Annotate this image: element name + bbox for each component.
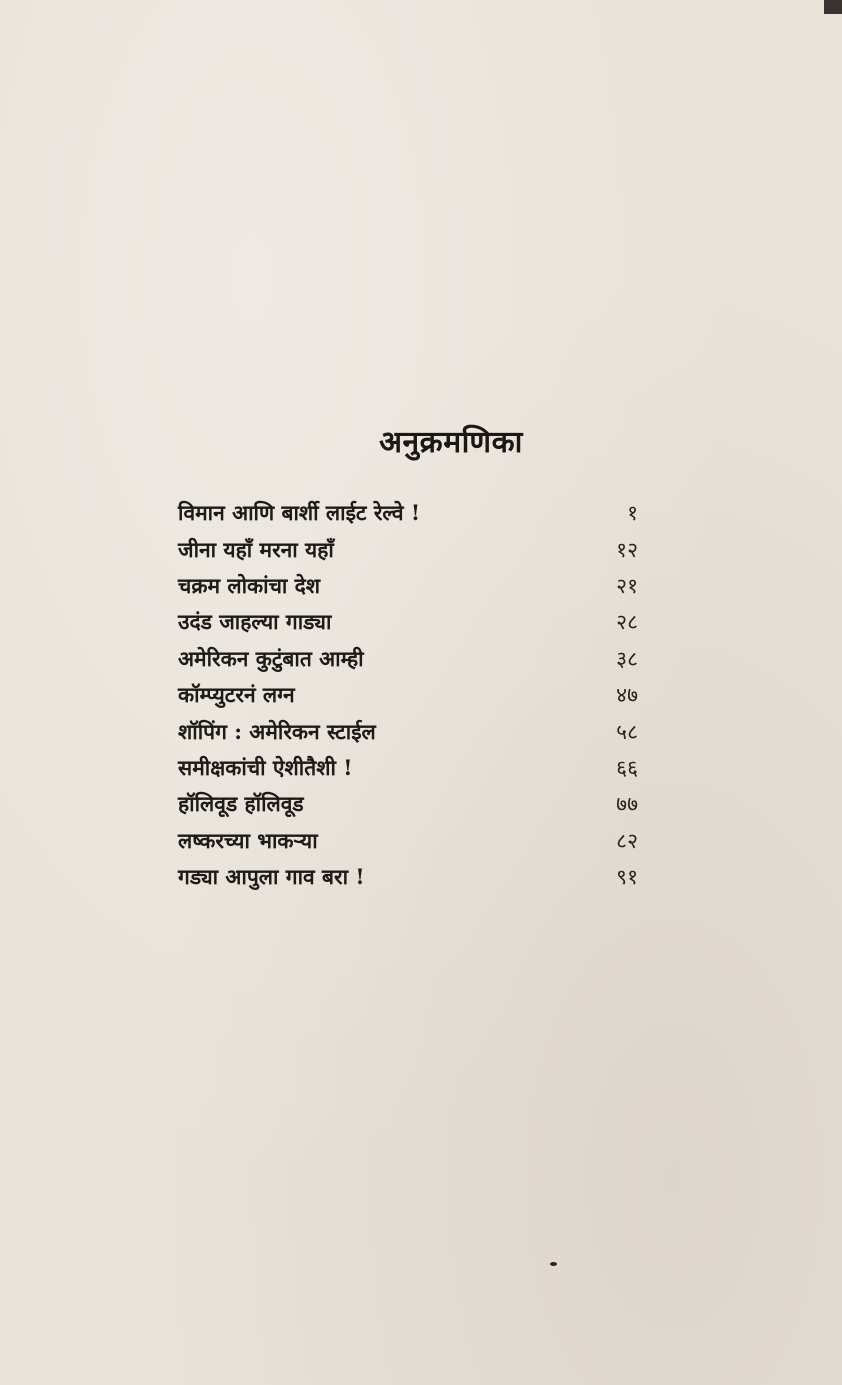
toc-entry-title: कॉम्प्युटरनं लग्न — [178, 682, 295, 708]
toc-entry — [178, 786, 638, 822]
toc-entry-page: ८२ — [616, 828, 638, 853]
toc-entry — [178, 604, 638, 640]
toc-entry — [178, 495, 638, 531]
toc-entry-page: ६६ — [616, 755, 638, 780]
toc-entry-page: ३८ — [616, 646, 638, 671]
page-edge-shadow — [824, 0, 842, 14]
toc-entry-page: ७७ — [616, 792, 638, 817]
toc-entry-title: अमेरिकन कुटुंबात आम्ही — [178, 645, 364, 671]
toc-entry-title: शॉपिंग : अमेरिकन स्टाईल — [178, 718, 376, 744]
toc-entry-title: गड्या आपुला गाव बरा ! — [178, 864, 365, 890]
toc-entry-title: विमान आणि बार्शी लाईट रेल्वे ! — [178, 500, 421, 526]
ink-speck — [550, 1262, 557, 1266]
toc-entry — [178, 823, 638, 859]
toc-entry — [178, 750, 638, 786]
toc-title: अनुक्रमणिका — [379, 425, 523, 460]
toc-entry — [178, 568, 638, 604]
toc-entry — [178, 859, 638, 895]
toc-entry-title: समीक्षकांची ऐशीतैशी ! — [178, 754, 353, 780]
toc-list — [178, 495, 638, 895]
toc-entry-page: १२ — [616, 537, 638, 562]
toc-entry-page: ५८ — [616, 719, 638, 744]
toc-entry-title: लष्करच्या भाकऱ्या — [178, 827, 318, 853]
toc-entry-page: २१ — [616, 573, 638, 598]
toc-entry-title: जीना यहाँ मरना यहाँ — [178, 536, 334, 562]
toc-entry — [178, 677, 638, 713]
toc-entry — [178, 713, 638, 749]
toc-entry-page: ४७ — [616, 683, 638, 708]
toc-entry-page: १ — [627, 501, 638, 526]
toc-entry-page: २८ — [616, 610, 638, 635]
toc-entry — [178, 641, 638, 677]
toc-entry-page: ९१ — [616, 865, 638, 890]
toc-entry-title: उदंड जाहल्या गाड्या — [178, 609, 332, 635]
toc-entry-title: हॉलिवूड हॉलिवूड — [178, 791, 304, 817]
toc-entry-title: चक्रम लोकांचा देश — [178, 572, 321, 598]
toc-entry — [178, 531, 638, 567]
